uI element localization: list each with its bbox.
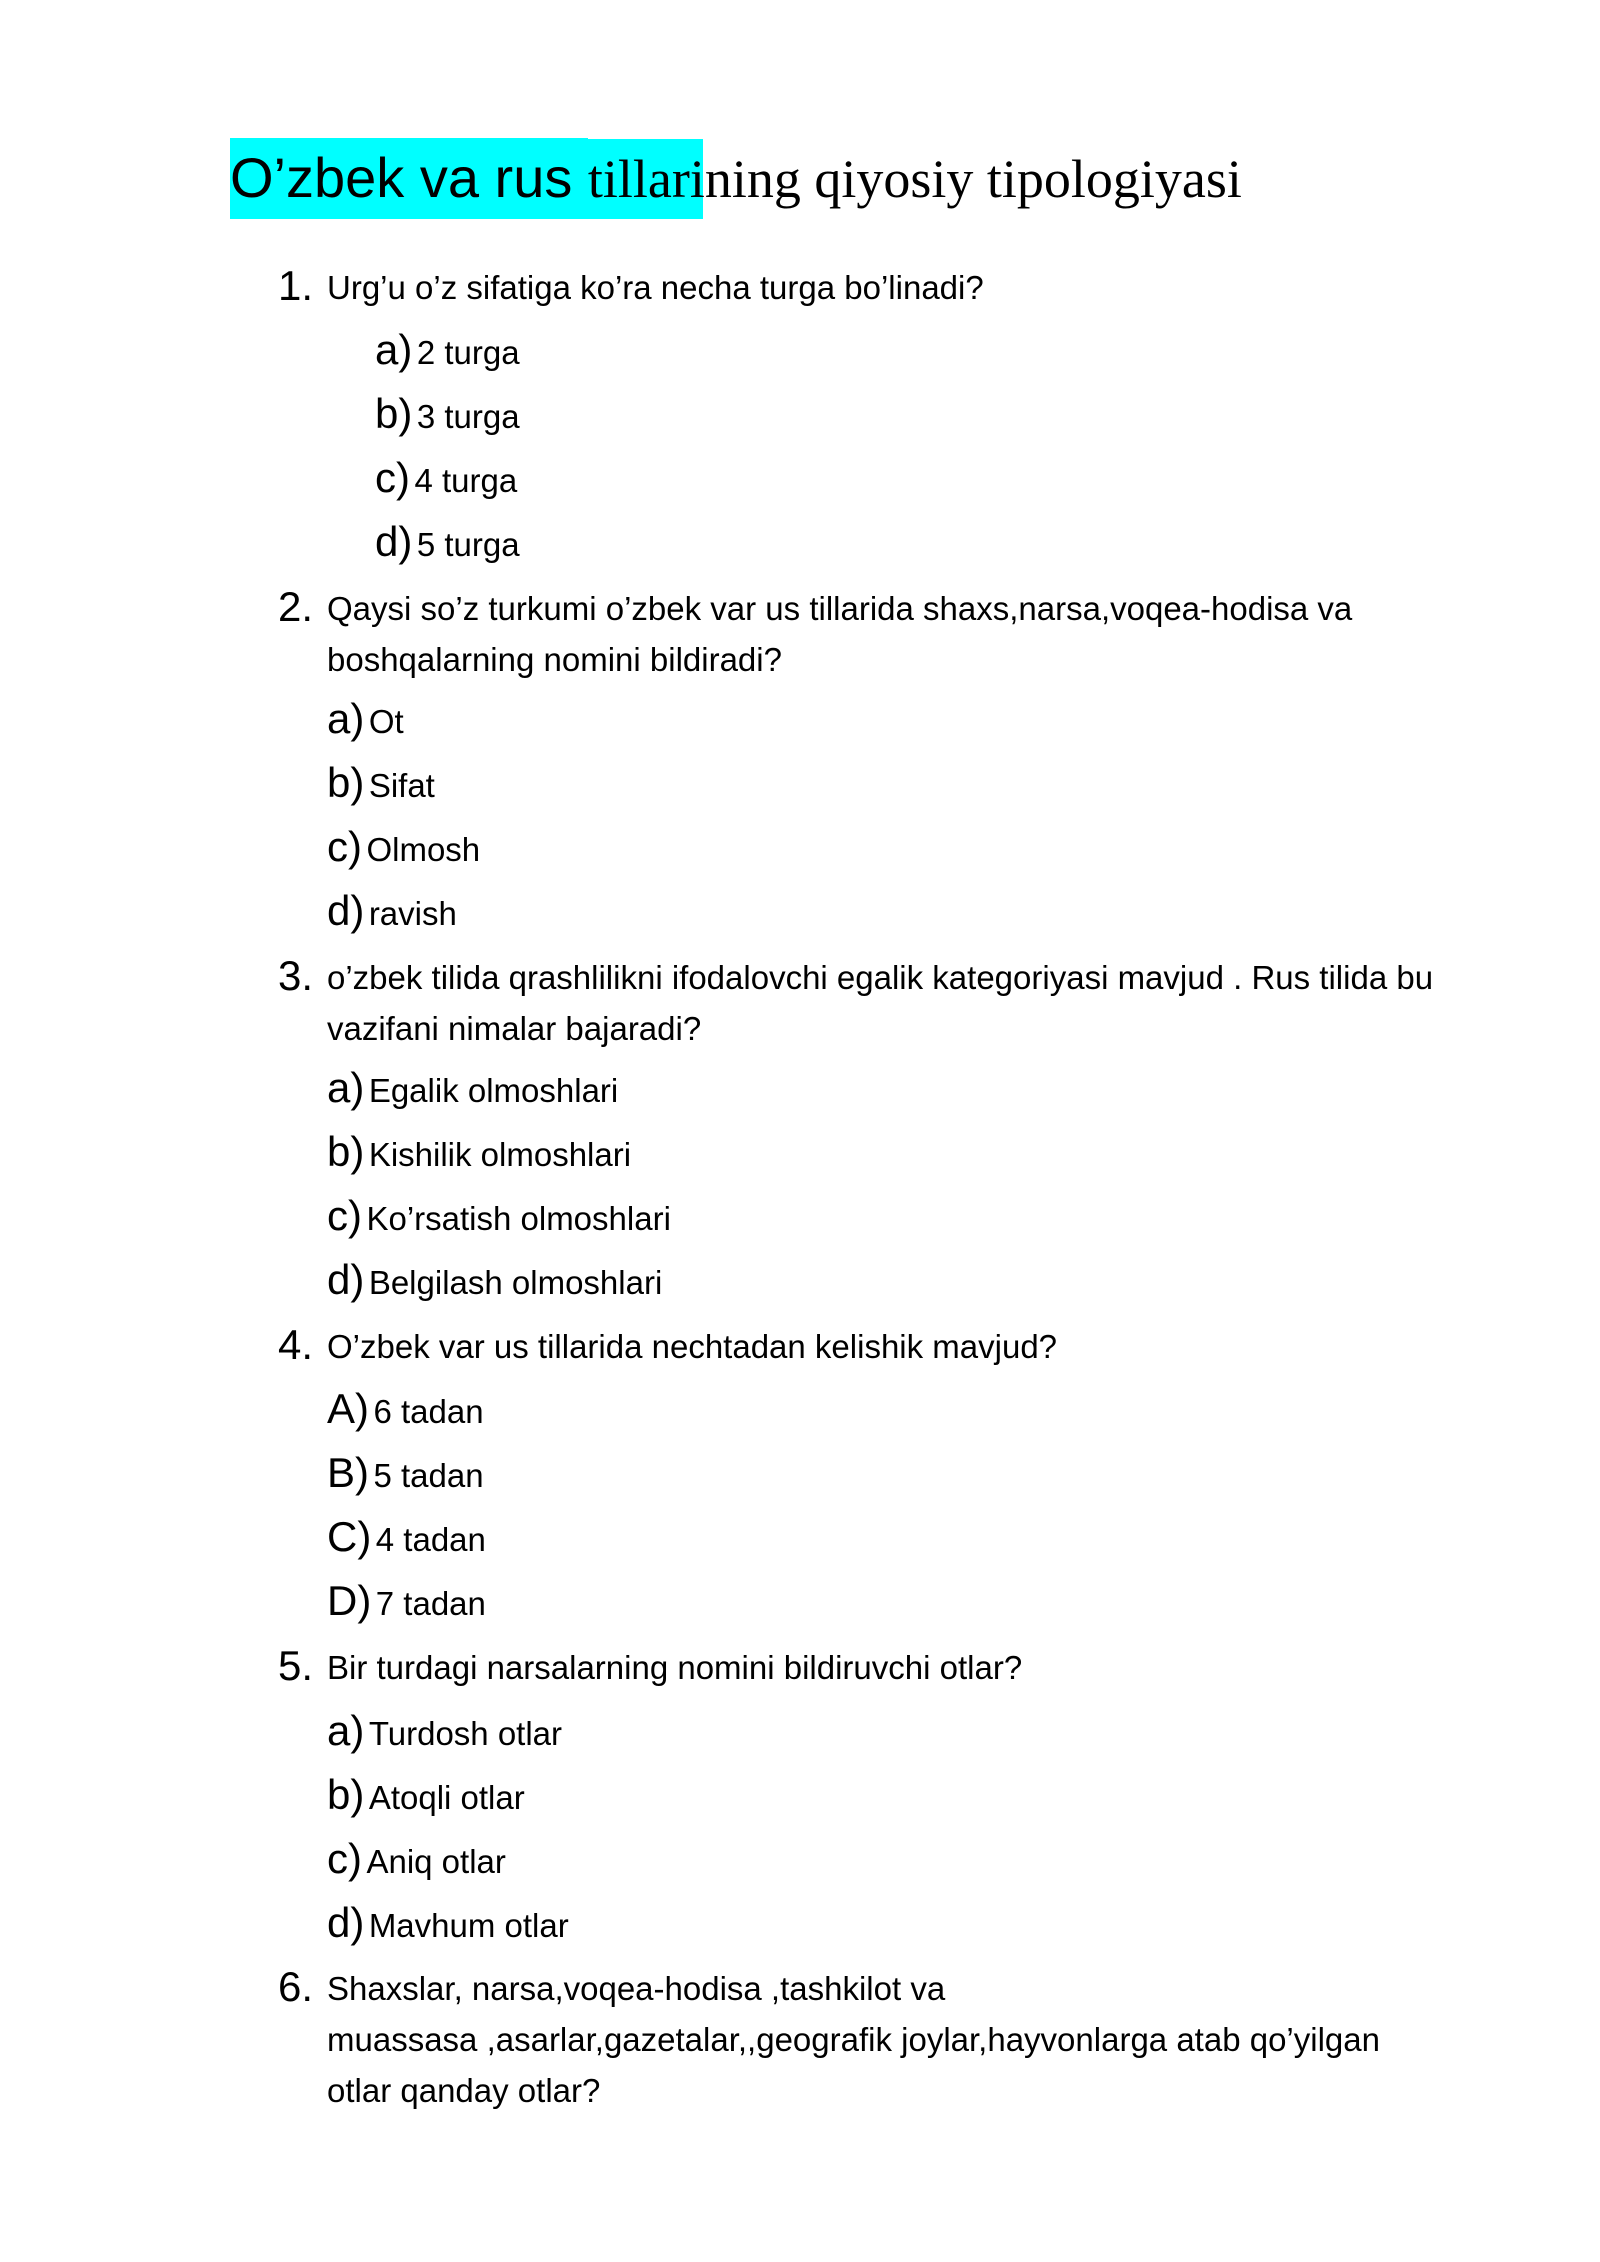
option-text: 4 turga <box>414 462 518 499</box>
question-1 <box>278 262 314 309</box>
option-1d <box>375 518 520 565</box>
question-1-text-line-1: Urg’u o’z sifatiga ko’ra necha turga bo’linadi? <box>327 269 984 306</box>
option-text: 3 turga <box>416 398 520 435</box>
option-5c <box>327 1835 506 1882</box>
question-2-text-line-2: boshqalarning nomini bildiradi? <box>327 641 782 678</box>
question-3-text-line-1: o’zbek tilida qrashlilikni ifodalovchi egalik kategoriyasi mavjud . Rus tilida bu <box>327 959 1434 996</box>
option-letter: b) <box>327 1128 365 1175</box>
question-number: 4. <box>278 1321 314 1368</box>
option-2d <box>327 887 457 934</box>
option-letter: a) <box>327 1064 365 1111</box>
title-highlighted-part: O’zbek va rus <box>230 138 588 219</box>
question-number: 2. <box>278 583 314 630</box>
option-letter: a) <box>375 326 413 373</box>
option-5d <box>327 1899 569 1946</box>
option-letter: C) <box>327 1513 372 1560</box>
option-text: Ko’rsatish olmoshlari <box>366 1200 671 1237</box>
option-letter: d) <box>327 1256 365 1303</box>
question-2 <box>278 583 314 630</box>
option-4c <box>327 1513 486 1560</box>
option-letter: b) <box>327 1771 365 1818</box>
option-5b <box>327 1771 525 1818</box>
option-4a <box>327 1385 484 1432</box>
document-title <box>230 146 1242 209</box>
option-text: 7 tadan <box>375 1585 486 1622</box>
question-6-text-line-1: Shaxslar, narsa,voqea-hodisa ,tashkilot va <box>327 1970 946 2007</box>
option-2a <box>327 695 404 742</box>
option-3d <box>327 1256 663 1303</box>
option-1a <box>375 326 520 373</box>
option-letter: c) <box>327 1192 362 1239</box>
option-2b <box>327 759 435 806</box>
option-text: Sifat <box>368 767 435 804</box>
option-text: Turdosh otlar <box>368 1715 563 1752</box>
option-letter: a) <box>327 1707 365 1754</box>
question-number: 5. <box>278 1642 314 1689</box>
option-letter: c) <box>327 1835 362 1882</box>
option-text: 4 tadan <box>375 1521 486 1558</box>
option-letter: d) <box>327 1899 365 1946</box>
option-1c <box>375 454 518 501</box>
question-3 <box>278 952 314 999</box>
question-6 <box>278 1963 314 2010</box>
option-letter: D) <box>327 1577 372 1624</box>
question-4-text-line-1: O’zbek var us tillarida nechtadan kelishik mavjud? <box>327 1328 1058 1365</box>
option-text: 2 turga <box>416 334 520 371</box>
option-letter: d) <box>375 518 413 565</box>
option-text: 5 tadan <box>373 1457 484 1494</box>
option-3b <box>327 1128 632 1175</box>
title-rest: ning qiyosiy tipologiyasi <box>704 149 1242 209</box>
option-letter: B) <box>327 1449 369 1496</box>
option-text: Kishilik olmoshlari <box>368 1136 632 1173</box>
option-4d <box>327 1577 486 1624</box>
option-letter: A) <box>327 1385 369 1432</box>
option-letter: a) <box>327 695 365 742</box>
option-text: Atoqli otlar <box>368 1779 525 1816</box>
question-2-text-line-1: Qaysi so’z turkumi o’zbek var us tillarida shaxs,narsa,voqea-hodisa va <box>327 590 1353 627</box>
question-6-text-line-2: muassasa ,asarlar,gazetalar,,geografik joylar,hayvonlarga atab qo’yilgan <box>327 2021 1380 2058</box>
option-text: Aniq otlar <box>366 1843 506 1880</box>
option-3a <box>327 1064 619 1111</box>
option-text: Belgilash olmoshlari <box>368 1264 663 1301</box>
option-letter: b) <box>327 759 365 806</box>
option-text: ravish <box>368 895 457 932</box>
option-text: Olmosh <box>366 831 481 868</box>
option-5a <box>327 1707 563 1754</box>
option-4b <box>327 1449 484 1496</box>
question-number: 1. <box>278 262 314 309</box>
option-text: Egalik olmoshlari <box>368 1072 619 1109</box>
option-letter: b) <box>375 390 413 437</box>
option-2c <box>327 823 481 870</box>
question-6-text-line-3: otlar qanday otlar? <box>327 2072 601 2109</box>
option-letter: c) <box>327 823 362 870</box>
question-number: 3. <box>278 952 314 999</box>
option-text: 5 turga <box>416 526 520 563</box>
question-5-text-line-1: Bir turdagi narsalarning nomini bildiruvchi otlar? <box>327 1649 1023 1686</box>
title-partly-highlighted-part: tillari <box>588 139 705 219</box>
option-text: Mavhum otlar <box>368 1907 569 1944</box>
question-3-text-line-2: vazifani nimalar bajaradi? <box>327 1010 702 1047</box>
option-text: 6 tadan <box>373 1393 484 1430</box>
option-text: Ot <box>368 703 404 740</box>
question-5 <box>278 1642 314 1689</box>
option-3c <box>327 1192 671 1239</box>
question-4 <box>278 1321 314 1368</box>
option-1b <box>375 390 520 437</box>
question-number: 6. <box>278 1963 314 2010</box>
option-letter: c) <box>375 454 410 501</box>
option-letter: d) <box>327 887 365 934</box>
